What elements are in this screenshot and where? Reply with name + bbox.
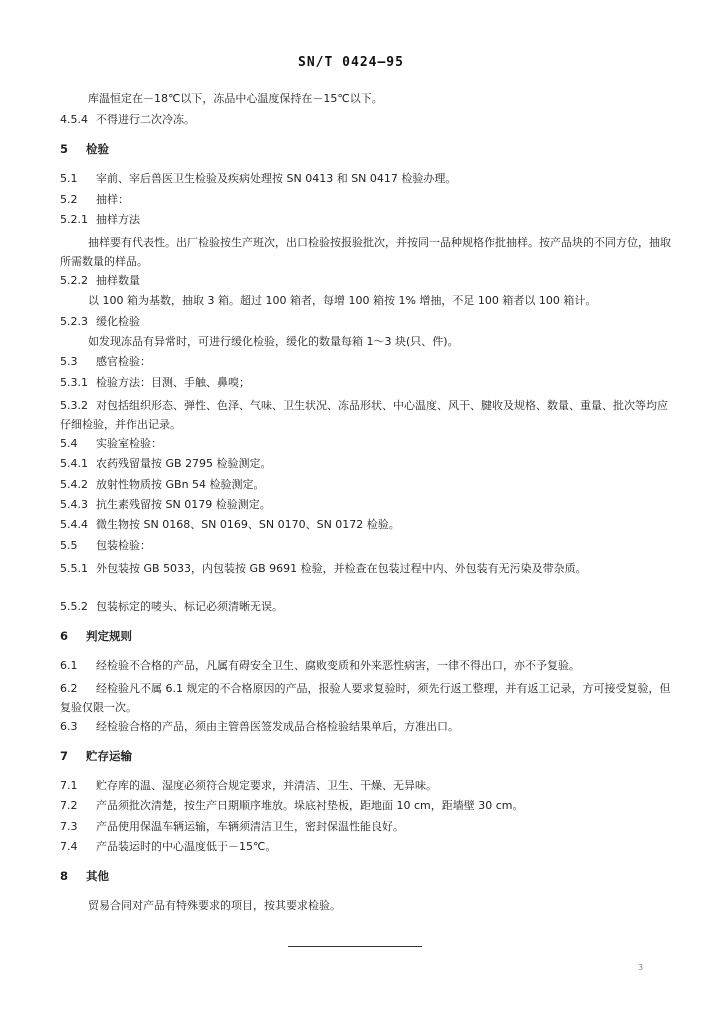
clause-5-1: 5.1 宰前、宰后兽医卫生检验及疾病处理按 SN 0413 和 SN 0417 检验办理。	[60, 172, 457, 185]
end-rule	[288, 946, 422, 947]
clause-5-5: 5.5 包装检验：	[60, 539, 151, 552]
clause-5-3-1: 5.3.1 检验方法：目测、手触、鼻嗅；	[60, 376, 250, 389]
clause-5-3-2: 5.3.2 对包括组织形态、弹性、色泽、气味、卫生状况、冻品形状、中心温度、风干、腱收及规格、数量、重量、批次等均应仔细检验，并作出记录。	[60, 399, 668, 431]
clause-4-5-4: 4.5.4 不得进行二次冷冻。	[60, 113, 195, 126]
clause-5-4-4: 5.4.4 微生物按 SN 0168、SN 0169、SN 0170、SN 0172 检验。	[60, 518, 400, 531]
clause-5-4-1: 5.4.1 农药残留量按 GB 2795 检验测定。	[60, 457, 272, 470]
section-7-title: 7 贮存运输	[60, 749, 132, 763]
clause-5-2-3: 5.2.3 缓化检验	[60, 315, 140, 328]
clause-5-4-3: 5.4.3 抗生素残留按 SN 0179 检验测定。	[60, 498, 271, 511]
clause-5-5-2: 5.5.2 包装标定的唛头、标记必须清晰无误。	[60, 600, 283, 613]
clause-5-3: 5.3 感官检验：	[60, 355, 151, 368]
clause-7-3: 7.3 产品使用保温车辆运输，车辆须清洁卫生，密封保温性能良好。	[60, 820, 404, 833]
section-8-body: 贸易合同对产品有特殊要求的项目，按其要求检验。	[88, 899, 341, 912]
clause-5-4: 5.4 实验室检验：	[60, 437, 162, 450]
page-mark: 3	[638, 963, 644, 972]
clause-5-2: 5.2 抽样：	[60, 193, 129, 206]
standard-number-header: SN/T 0424—95	[298, 55, 404, 70]
text-line: 库温恒定在－18℃以下，冻品中心温度保持在－15℃以下。	[88, 92, 383, 105]
clause-5-2-1-body: 抽样要有代表性。出厂检验按生产班次，出口检验按报验批次，并按同一品种规格作批抽样。按产品块的不同方位，抽取所需数量的样品。	[60, 236, 671, 268]
clause-5-2-2-body: 以 100 箱为基数，抽取 3 箱。超过 100 箱者，每增 100 箱按 1% 增抽，不足 100 箱者以 100 箱计。	[88, 294, 597, 307]
clause-7-2: 7.2 产品须批次清楚，按生产日期顺序堆放。垛底衬垫板，距地面 10 cm，距墙壁 30 cm。	[60, 799, 524, 812]
clause-5-2-2: 5.2.2 抽样数量	[60, 274, 140, 287]
clause-5-2-3-body: 如发现冻品有异常时，可进行缓化检验，缓化的数量每箱 1～3 块(只、件)。	[88, 335, 459, 348]
clause-6-3: 6.3 经检验合格的产品，须由主管兽医签发成品合格检验结果单后，方准出口。	[60, 720, 459, 733]
clause-5-4-2: 5.4.2 放射性物质按 GBn 54 检验测定。	[60, 478, 265, 491]
clause-7-4: 7.4 产品装运时的中心温度低于－15℃。	[60, 840, 277, 853]
clause-7-1: 7.1 贮存库的温、湿度必须符合规定要求，并清洁、卫生、干燥、无异味。	[60, 779, 437, 792]
clause-5-5-1: 5.5.1 外包装按 GB 5033，内包装按 GB 9691 检验，并检查在包装过程中内、外包装有无污染及带杂质。	[60, 562, 587, 575]
section-8-title: 8 其他	[60, 869, 109, 883]
clause-6-2: 6.2 经检验凡不属 6.1 规定的不合格原因的产品，报验人要求复验时，须先行返工整理，并有返工记录，方可接受复验，但复验仅限一次。	[60, 682, 671, 714]
clause-5-2-1: 5.2.1 抽样方法	[60, 213, 140, 226]
clause-6-1: 6.1 经检验不合格的产品，凡属有碍安全卫生、腐败变质和外来恶性病害，一律不得出口，亦不予复验。	[60, 659, 580, 672]
section-5-title: 5 检验	[60, 142, 109, 156]
section-6-title: 6 判定规则	[60, 629, 132, 643]
